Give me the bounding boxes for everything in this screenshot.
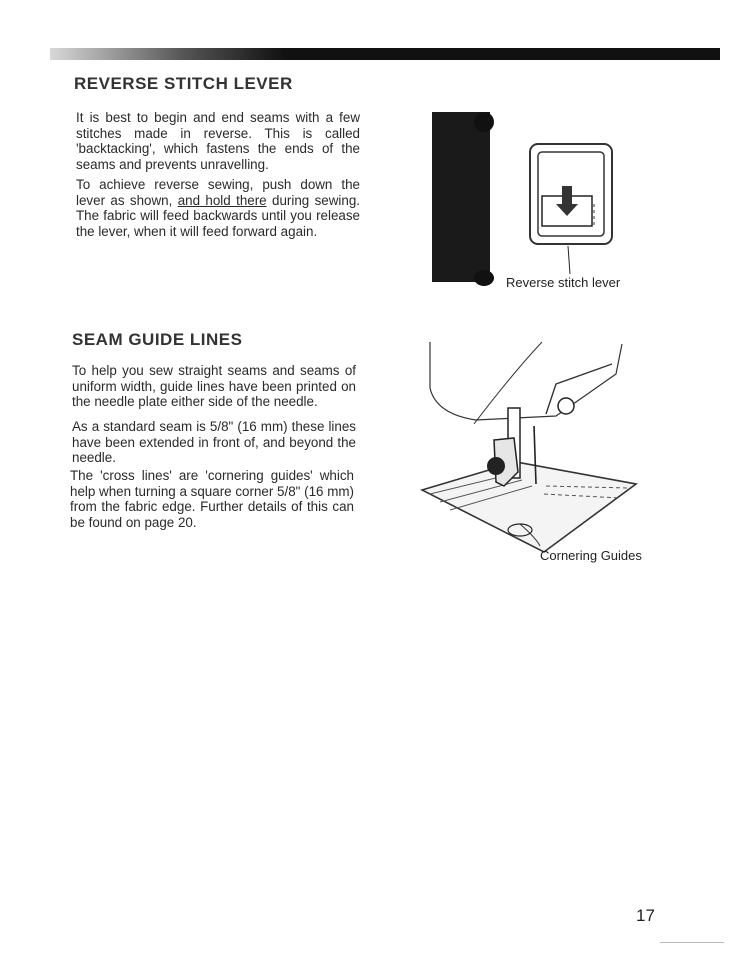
foot-screw <box>487 457 505 475</box>
reverse-lever-illustration <box>430 108 630 288</box>
needle-plate <box>422 462 636 552</box>
machine-front-edge <box>546 364 612 414</box>
seam-guide-paragraph-3: The 'cross lines' are 'cornering guides' which help when turning a square corner 5/8" (16 mm) from the fabric edge. Further details of this can be found on page 20. <box>70 468 354 530</box>
cornering-guides-caption: Cornering Guides <box>540 548 642 563</box>
seam-guide-heading: SEAM GUIDE LINES <box>72 330 243 349</box>
page-number: 17 <box>636 906 655 925</box>
reverse-lever-caption: Reverse stitch lever <box>506 275 621 290</box>
para2-text-a: To achieve reverse sewing, push down the lever as shown, <box>76 177 360 208</box>
machine-side-panel <box>432 112 490 282</box>
seam-guide-paragraph-1: To help you sew straight seams and seams of uniform width, guide lines have been printed on the needle plate either side of the needle. <box>72 363 356 409</box>
thread-guide <box>558 398 574 414</box>
para2-underline: and hold there <box>177 192 267 208</box>
seam-guide-paragraph-2: As a standard seam is 5/8" (16 mm) these lines have been extended in front of, and beyond the needle. <box>72 419 356 465</box>
footer-rule <box>660 942 724 943</box>
panel-top-knob <box>474 112 494 132</box>
reverse-stitch-paragraph-1: It is best to begin and end seams with a few stitches made in reverse. This is called 'backtacking', which fastens the ends of the seams and prevents unravelling. <box>76 110 360 172</box>
panel-bottom-knob <box>474 270 494 286</box>
top-rule <box>50 48 720 60</box>
needle-plate-illustration <box>416 334 640 574</box>
caption-leader <box>568 246 570 274</box>
para2-text-b: during sewing. The fabric will feed backwards until you release the lever, when it will feed forward again. <box>76 192 360 239</box>
machine-head-outline <box>430 342 622 420</box>
reverse-stitch-heading: REVERSE STITCH LEVER <box>74 74 293 93</box>
reverse-stitch-paragraph-2 <box>76 177 360 239</box>
